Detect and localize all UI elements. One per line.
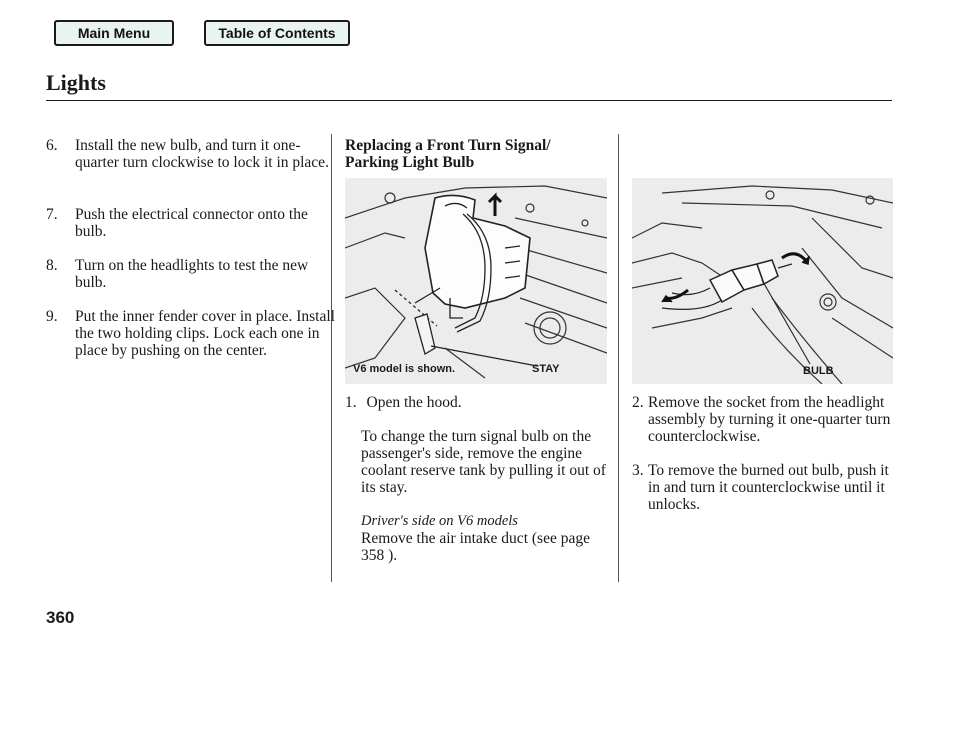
step-text: Install the new bulb, and turn it one-quarter turn clockwise to lock it in place. [75, 137, 329, 171]
drivers-side-heading: Driver's side on V6 models [361, 513, 518, 529]
step-number: 9. [46, 308, 58, 325]
subhead-line-1: Replacing a Front Turn Signal/ [345, 137, 551, 154]
section-subheading [345, 137, 605, 171]
air-intake-paragraph: Remove the air intake duct (see page 358 ). [361, 530, 590, 564]
step-text: Remove the socket from the headlight assembly by turning it one-quarter turn counterclockwise. [648, 394, 891, 445]
step-number: 7. [46, 206, 58, 223]
step-text: To remove the burned out bulb, push it in and turn it counterclockwise until it unlocks. [648, 462, 889, 513]
step-number: 3. [632, 462, 644, 479]
step-number: 2. [632, 394, 644, 411]
step-number: 6. [46, 137, 58, 154]
page-title: Lights [46, 70, 106, 95]
step-text: Open the hood. [366, 394, 462, 411]
title-divider [46, 100, 892, 101]
headlight-socket-illustration [632, 178, 893, 384]
coolant-tank-paragraph: To change the turn signal bulb on the passenger's side, remove the engine coolant reserve tank by pulling it out of its stay. [361, 428, 606, 496]
step-text: Put the inner fender cover in place. Install the two holding clips. Lock each one in place by pushing on the center. [75, 308, 335, 359]
headlight-drawing [632, 178, 893, 384]
figure-caption: V6 model is shown. [353, 363, 456, 375]
main-menu-button[interactable]: Main Menu [54, 20, 174, 46]
step-text: Push the electrical connector onto the bulb. [75, 206, 308, 240]
table-of-contents-button[interactable]: Table of Contents [204, 20, 350, 46]
page-number: 360 [46, 608, 75, 627]
step-number: 1. [345, 394, 357, 411]
engine-bay-drawing [345, 178, 607, 384]
stay-callout: STAY [532, 363, 560, 375]
step-1 [345, 394, 607, 411]
column-divider-right [618, 134, 619, 582]
coolant-tank-illustration [345, 178, 607, 384]
subhead-line-2: Parking Light Bulb [345, 154, 475, 171]
step-number: 8. [46, 257, 58, 274]
bulb-callout: BULB [803, 365, 834, 377]
step-text: Turn on the headlights to test the new bulb. [75, 257, 309, 291]
